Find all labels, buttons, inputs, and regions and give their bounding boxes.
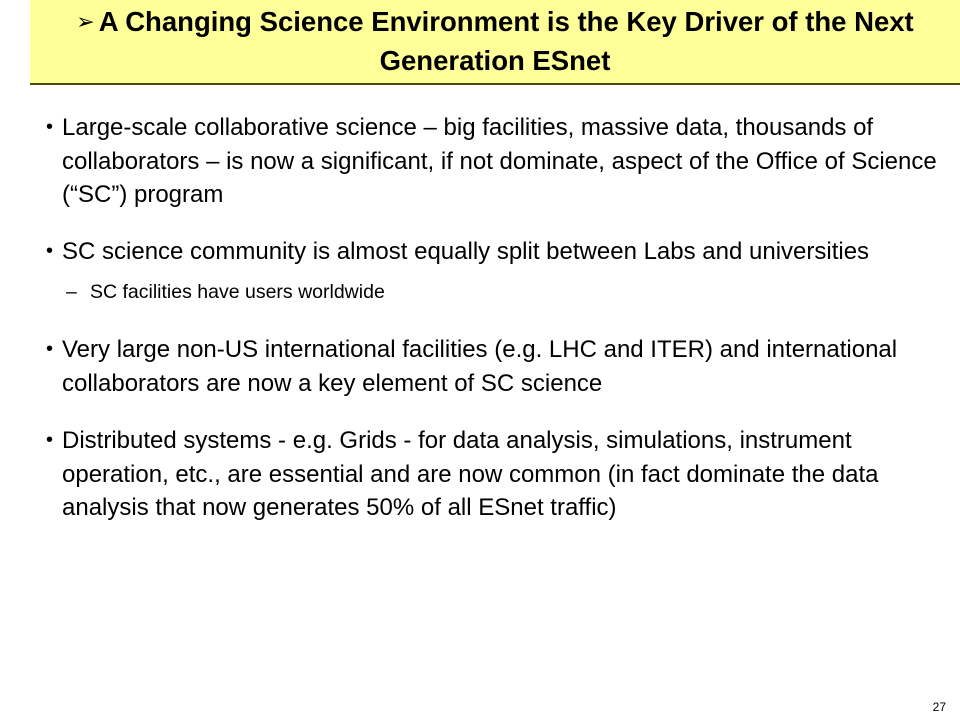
bullet-text-3: Very large non-US international facilities (e.g. LHC and ITER) and international collaborators are now a key element of SC science xyxy=(62,336,898,397)
bullet-dot-icon: • xyxy=(46,116,54,138)
bullet-text-4: Distributed systems - e.g. Grids - for data analysis, simulations, instrument operation, etc., are essential and are now common (in fact dominate the data analysis that now generates 50% of all ESnet traffic) xyxy=(62,427,879,521)
arrow-bullet-icon: ➢ xyxy=(76,9,95,34)
bullet-text-2: SC science community is almost equally split between Labs and universities xyxy=(62,237,870,265)
bullet-item-1 xyxy=(46,111,946,212)
bullet-dot-icon: • xyxy=(46,338,54,360)
bullet-dot-icon: • xyxy=(46,239,54,262)
slide-title-text: A Changing Science Environment is the Key Driver of the Next Generation ESnet xyxy=(98,6,914,76)
bullet-item-3 xyxy=(46,333,946,400)
bullet-text-1: Large-scale collaborative science – big facilities, massive data, thousands of collaborators – is now a significant, if not dominate, aspect of the Office of Science (“SC”) program xyxy=(62,114,937,208)
page-number: 27 xyxy=(932,700,946,714)
title-banner xyxy=(30,0,960,85)
dash-bullet-icon: – xyxy=(66,281,77,303)
slide-title xyxy=(30,3,960,79)
bullet-item-2 xyxy=(46,235,946,269)
sub-bullet-text: SC facilities have users worldwide xyxy=(90,281,385,303)
sub-bullet-item xyxy=(46,279,946,305)
bullet-list xyxy=(46,111,946,525)
bullet-item-4 xyxy=(46,424,946,525)
bullet-dot-icon: • xyxy=(46,429,54,451)
